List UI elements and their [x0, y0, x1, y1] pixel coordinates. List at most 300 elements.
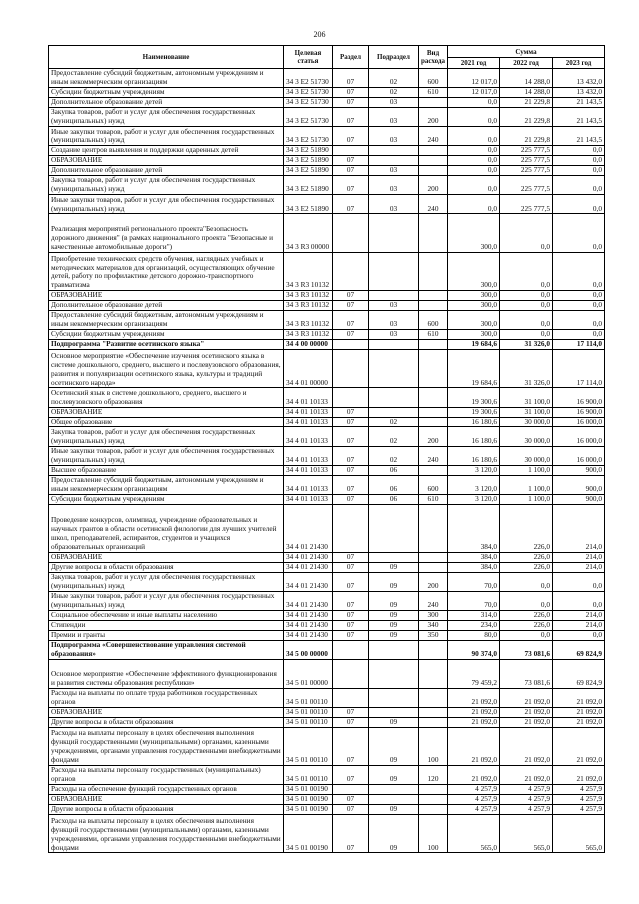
sum-2021-cell: 19 300,6	[448, 407, 500, 417]
target-article-cell: 34 3 R3 10132	[284, 330, 333, 340]
subsection-cell: 02	[369, 446, 419, 465]
target-article-cell: 34 3 E2 51730	[284, 127, 333, 146]
subsection-cell	[369, 504, 419, 552]
table-row	[49, 427, 605, 446]
sum-2022-cell: 226,0	[500, 562, 553, 572]
table-row	[49, 127, 605, 146]
target-article-cell: 34 4 01 21430	[284, 562, 333, 572]
table-row	[49, 504, 605, 552]
table-row	[49, 301, 605, 311]
name-cell: Премии и гранты	[49, 630, 284, 640]
name-cell: Предоставление субсидий бюджетным, автономным учреждениям и иным некоммерческим организациям	[49, 475, 284, 494]
subsection-cell	[369, 146, 419, 156]
sum-2023-cell: 21 092,0	[553, 717, 605, 727]
name-cell: Основное мероприятие «Обеспечение эффективного функционирования и развития системы образования республики»	[49, 659, 284, 688]
expense-type-cell	[419, 388, 448, 407]
subsection-cell: 03	[369, 330, 419, 340]
name-cell: ОБРАЗОВАНИЕ	[49, 552, 284, 562]
expense-type-cell	[419, 640, 448, 659]
name-cell: ОБРАЗОВАНИЕ	[49, 707, 284, 717]
target-article-cell: 34 4 01 10133	[284, 407, 333, 417]
sum-2023-cell: 69 824,9	[553, 659, 605, 688]
name-cell: ОБРАЗОВАНИЕ	[49, 156, 284, 166]
expense-type-cell: 240	[419, 591, 448, 610]
sum-2022-cell: 1 100,0	[500, 465, 553, 475]
target-article-cell: 34 3 E2 51890	[284, 176, 333, 195]
subsection-cell	[369, 407, 419, 417]
table-row	[49, 805, 605, 815]
sum-2022-cell: 30 000,0	[500, 446, 553, 465]
sum-2021-cell: 314,0	[448, 611, 500, 621]
section-cell	[333, 659, 369, 688]
table-row	[49, 766, 605, 785]
target-article-cell: 34 5 01 00190	[284, 795, 333, 805]
name-cell: Иные закупки товаров, работ и услуг для обеспечения государственных (муниципальных) нужд	[49, 127, 284, 146]
expense-type-cell	[419, 465, 448, 475]
sum-2022-cell: 31 326,0	[500, 350, 553, 388]
target-article-cell: 34 3 E2 51890	[284, 146, 333, 156]
sum-2021-cell: 0,0	[448, 195, 500, 214]
subsection-cell	[369, 707, 419, 717]
subsection-cell: 03	[369, 301, 419, 311]
sum-2023-cell: 16 000,0	[553, 427, 605, 446]
target-article-cell: 34 4 01 21430	[284, 611, 333, 621]
subsection-cell: 09	[369, 805, 419, 815]
expense-type-cell: 100	[419, 815, 448, 853]
sum-2023-cell: 17 114,0	[553, 340, 605, 350]
target-article-cell: 34 4 01 10133	[284, 446, 333, 465]
subsection-cell: 03	[369, 108, 419, 127]
sum-2023-cell: 13 432,0	[553, 88, 605, 98]
sum-2023-cell: 0,0	[553, 195, 605, 214]
name-cell: Закупка товаров, работ и услуг для обеспечения государственных (муниципальных) нужд	[49, 108, 284, 127]
table-row	[49, 69, 605, 88]
name-cell: ОБРАЗОВАНИЕ	[49, 795, 284, 805]
sum-2023-cell: 214,0	[553, 562, 605, 572]
page-number: 206	[313, 30, 326, 39]
sum-2023-cell: 900,0	[553, 465, 605, 475]
section-cell: 07	[333, 562, 369, 572]
sum-2022-cell: 14 288,0	[500, 88, 553, 98]
sum-2021-cell: 0,0	[448, 127, 500, 146]
subsection-cell: 09	[369, 717, 419, 727]
header-year-2022: 2022 год	[500, 58, 553, 69]
header-year-2021: 2021 год	[448, 58, 500, 69]
target-article-cell: 34 4 01 10133	[284, 427, 333, 446]
subsection-cell: 09	[369, 766, 419, 785]
target-article-cell: 34 4 01 10133	[284, 465, 333, 475]
sum-2022-cell: 226,0	[500, 504, 553, 552]
subsection-cell: 03	[369, 176, 419, 195]
subsection-cell	[369, 388, 419, 407]
table-row	[49, 311, 605, 330]
sum-2023-cell: 4 257,9	[553, 785, 605, 795]
header-subsection: Подраздел	[369, 46, 419, 69]
section-cell: 07	[333, 166, 369, 176]
sum-2023-cell: 21 092,0	[553, 766, 605, 785]
section-cell: 07	[333, 127, 369, 146]
table-row	[49, 88, 605, 98]
table-row	[49, 611, 605, 621]
subsection-cell	[369, 156, 419, 166]
expense-type-cell: 100	[419, 727, 448, 765]
target-article-cell: 34 5 01 00190	[284, 785, 333, 795]
header-name: Наименование	[49, 46, 284, 69]
section-cell: 07	[333, 311, 369, 330]
sum-2021-cell: 21 092,0	[448, 766, 500, 785]
sum-2022-cell: 73 081,6	[500, 640, 553, 659]
target-article-cell: 34 4 01 21430	[284, 630, 333, 640]
table-row	[49, 795, 605, 805]
section-cell: 07	[333, 475, 369, 494]
table-row	[49, 214, 605, 252]
expense-type-cell	[419, 214, 448, 252]
table-row	[49, 494, 605, 504]
budget-table	[48, 45, 605, 853]
sum-2023-cell: 0,0	[553, 214, 605, 252]
expense-type-cell: 240	[419, 127, 448, 146]
target-article-cell: 34 4 01 21430	[284, 504, 333, 552]
subsection-cell: 03	[369, 195, 419, 214]
table-row	[49, 340, 605, 350]
section-cell: 07	[333, 766, 369, 785]
target-article-cell: 34 3 R3 10132	[284, 291, 333, 301]
expense-type-cell: 120	[419, 766, 448, 785]
expense-type-cell: 600	[419, 475, 448, 494]
sum-2022-cell: 21 092,0	[500, 707, 553, 717]
sum-2022-cell: 21 229,8	[500, 98, 553, 108]
expense-type-cell	[419, 340, 448, 350]
target-article-cell: 34 4 01 00000	[284, 350, 333, 388]
target-article-cell: 34 5 01 00110	[284, 727, 333, 765]
table-row	[49, 552, 605, 562]
name-cell: Закупка товаров, работ и услуг для обеспечения государственных (муниципальных) нужд	[49, 427, 284, 446]
section-cell	[333, 214, 369, 252]
sum-2021-cell: 0,0	[448, 156, 500, 166]
sum-2022-cell: 31 100,0	[500, 407, 553, 417]
table-row	[49, 659, 605, 688]
target-article-cell: 34 5 01 00110	[284, 766, 333, 785]
sum-2021-cell: 21 092,0	[448, 688, 500, 707]
sum-2021-cell: 300,0	[448, 214, 500, 252]
sum-2022-cell: 73 081,6	[500, 659, 553, 688]
sum-2022-cell: 4 257,9	[500, 805, 553, 815]
table-row	[49, 417, 605, 427]
section-cell: 07	[333, 291, 369, 301]
sum-2022-cell: 1 100,0	[500, 494, 553, 504]
section-cell	[333, 252, 369, 290]
section-cell: 07	[333, 417, 369, 427]
sum-2023-cell: 21 092,0	[553, 707, 605, 717]
sum-2021-cell: 21 092,0	[448, 707, 500, 717]
sum-2023-cell: 69 824,9	[553, 640, 605, 659]
header-year-2023: 2023 год	[553, 58, 605, 69]
sum-2022-cell: 21 092,0	[500, 717, 553, 727]
name-cell: Субсидии бюджетным учреждениям	[49, 88, 284, 98]
name-cell: Другие вопросы в области образования	[49, 805, 284, 815]
name-cell: Высшее образование	[49, 465, 284, 475]
sum-2021-cell: 19 300,6	[448, 388, 500, 407]
table-row	[49, 98, 605, 108]
header-target-article: Целевая статья	[284, 46, 333, 69]
name-cell: Закупка товаров, работ и услуг для обеспечения государственных (муниципальных) нужд	[49, 176, 284, 195]
subsection-cell: 02	[369, 417, 419, 427]
target-article-cell: 34 3 E2 51730	[284, 69, 333, 88]
sum-2023-cell: 0,0	[553, 330, 605, 340]
sum-2021-cell: 4 257,9	[448, 805, 500, 815]
table-row	[49, 465, 605, 475]
expense-type-cell: 300	[419, 611, 448, 621]
sum-2021-cell: 384,0	[448, 552, 500, 562]
name-cell: Иные закупки товаров, работ и услуг для обеспечения государственных (муниципальных) нужд	[49, 591, 284, 610]
sum-2022-cell: 0,0	[500, 630, 553, 640]
sum-2023-cell: 16 000,0	[553, 417, 605, 427]
sum-2021-cell: 19 684,6	[448, 350, 500, 388]
table-row	[49, 717, 605, 727]
subsection-cell	[369, 688, 419, 707]
name-cell: Другие вопросы в области образования	[49, 717, 284, 727]
subsection-cell	[369, 350, 419, 388]
sum-2021-cell: 300,0	[448, 252, 500, 290]
expense-type-cell: 610	[419, 494, 448, 504]
expense-type-cell	[419, 98, 448, 108]
sum-2021-cell: 16 180,6	[448, 417, 500, 427]
sum-2023-cell: 214,0	[553, 504, 605, 552]
expense-type-cell	[419, 659, 448, 688]
section-cell: 07	[333, 717, 369, 727]
expense-type-cell	[419, 166, 448, 176]
expense-type-cell: 200	[419, 108, 448, 127]
section-cell: 07	[333, 591, 369, 610]
name-cell: Расходы на выплаты по оплате труда работников государственных органов	[49, 688, 284, 707]
sum-2023-cell: 0,0	[553, 156, 605, 166]
table-row	[49, 620, 605, 630]
expense-type-cell: 200	[419, 176, 448, 195]
table-row	[49, 195, 605, 214]
subsection-cell: 09	[369, 727, 419, 765]
sum-2022-cell: 225 777,5	[500, 156, 553, 166]
expense-type-cell: 200	[419, 572, 448, 591]
sum-2021-cell: 384,0	[448, 504, 500, 552]
table-row	[49, 156, 605, 166]
sum-2022-cell: 0,0	[500, 591, 553, 610]
sum-2022-cell: 21 229,8	[500, 108, 553, 127]
subsection-cell: 09	[369, 620, 419, 630]
sum-2021-cell: 300,0	[448, 311, 500, 330]
sum-2022-cell: 4 257,9	[500, 785, 553, 795]
name-cell: Расходы на выплаты персоналу в целях обеспечения выполнения функций государственными (муниципальными) органами, казенными учреждениями, органами управления государственными внебюджетными фондами	[49, 727, 284, 765]
table-row	[49, 252, 605, 290]
section-cell	[333, 504, 369, 552]
expense-type-cell	[419, 350, 448, 388]
subsection-cell: 09	[369, 562, 419, 572]
name-cell: ОБРАЗОВАНИЕ	[49, 407, 284, 417]
section-cell: 07	[333, 156, 369, 166]
sum-2022-cell: 226,0	[500, 611, 553, 621]
section-cell: 07	[333, 446, 369, 465]
table-row	[49, 707, 605, 717]
section-cell: 07	[333, 176, 369, 195]
table-row	[49, 350, 605, 388]
section-cell	[333, 688, 369, 707]
sum-2022-cell: 225 777,5	[500, 195, 553, 214]
expense-type-cell	[419, 552, 448, 562]
subsection-cell	[369, 214, 419, 252]
expense-type-cell: 610	[419, 330, 448, 340]
sum-2023-cell: 21 143,5	[553, 108, 605, 127]
sum-2023-cell: 0,0	[553, 301, 605, 311]
name-cell: Дополнительное образование детей	[49, 301, 284, 311]
target-article-cell: 34 5 01 00190	[284, 815, 333, 853]
sum-2021-cell: 300,0	[448, 330, 500, 340]
section-cell: 07	[333, 552, 369, 562]
name-cell: Субсидии бюджетным учреждениям	[49, 494, 284, 504]
subsection-cell: 02	[369, 88, 419, 98]
target-article-cell: 34 3 R3 10132	[284, 252, 333, 290]
name-cell: Реализация мероприятий регионального проекта"Безопасность дорожного движения" (в рамках национального проекта "Безопасные и качественные автомобильные дороги")	[49, 214, 284, 252]
sum-2023-cell: 21 143,5	[553, 127, 605, 146]
target-article-cell: 34 3 R3 10132	[284, 301, 333, 311]
sum-2021-cell: 565,0	[448, 815, 500, 853]
target-article-cell: 34 5 01 00110	[284, 707, 333, 717]
section-cell: 07	[333, 620, 369, 630]
sum-2021-cell: 79 459,2	[448, 659, 500, 688]
expense-type-cell	[419, 504, 448, 552]
section-cell: 07	[333, 795, 369, 805]
target-article-cell: 34 3 E2 51890	[284, 156, 333, 166]
sum-2022-cell: 31 326,0	[500, 340, 553, 350]
table-row	[49, 785, 605, 795]
sum-2023-cell: 4 257,9	[553, 795, 605, 805]
sum-2021-cell: 234,0	[448, 620, 500, 630]
sum-2021-cell: 0,0	[448, 146, 500, 156]
sum-2023-cell: 0,0	[553, 630, 605, 640]
subsection-cell	[369, 340, 419, 350]
expense-type-cell: 600	[419, 69, 448, 88]
name-cell: Расходы на выплаты персоналу в целях обеспечения выполнения функций государственными (муниципальными) органами, казенными учреждениями, органами управления государственными внебюджетными фондами	[49, 815, 284, 853]
target-article-cell: 34 5 00 00000	[284, 640, 333, 659]
sum-2023-cell: 21 092,0	[553, 727, 605, 765]
sum-2021-cell: 70,0	[448, 572, 500, 591]
expense-type-cell	[419, 407, 448, 417]
sum-2021-cell: 3 120,0	[448, 475, 500, 494]
sum-2022-cell: 0,0	[500, 572, 553, 591]
target-article-cell: 34 4 01 10133	[284, 475, 333, 494]
name-cell: Дополнительное образование детей	[49, 98, 284, 108]
section-cell: 07	[333, 195, 369, 214]
subsection-cell: 02	[369, 69, 419, 88]
sum-2023-cell: 16 900,0	[553, 407, 605, 417]
subsection-cell	[369, 785, 419, 795]
sum-2022-cell: 225 777,5	[500, 166, 553, 176]
sum-2021-cell: 21 092,0	[448, 727, 500, 765]
sum-2022-cell: 30 000,0	[500, 417, 553, 427]
table-row	[49, 727, 605, 765]
name-cell: Расходы на выплаты персоналу государственных (муниципальных) органов	[49, 766, 284, 785]
sum-2021-cell: 70,0	[448, 591, 500, 610]
name-cell: Расходы на обеспечение функций государственных органов	[49, 785, 284, 795]
name-cell: Стипендии	[49, 620, 284, 630]
sum-2023-cell: 900,0	[553, 475, 605, 494]
subsection-cell	[369, 252, 419, 290]
name-cell: Подпрограмма «Совершенствование управления системой образования»	[49, 640, 284, 659]
expense-type-cell	[419, 805, 448, 815]
expense-type-cell: 240	[419, 446, 448, 465]
name-cell: Осетинский язык в системе дошкольного, среднего, высшего и послевузовского образования	[49, 388, 284, 407]
table-row	[49, 108, 605, 127]
sum-2021-cell: 3 120,0	[448, 494, 500, 504]
sum-2021-cell: 12 017,0	[448, 69, 500, 88]
subsection-cell: 06	[369, 475, 419, 494]
expense-type-cell: 340	[419, 620, 448, 630]
target-article-cell: 34 3 R3 10132	[284, 311, 333, 330]
sum-2022-cell: 1 100,0	[500, 475, 553, 494]
sum-2021-cell: 0,0	[448, 108, 500, 127]
sum-2022-cell: 0,0	[500, 252, 553, 290]
sum-2021-cell: 384,0	[448, 562, 500, 572]
expense-type-cell	[419, 688, 448, 707]
expense-type-cell	[419, 417, 448, 427]
subsection-cell: 02	[369, 427, 419, 446]
table-row	[49, 572, 605, 591]
table-row	[49, 166, 605, 176]
sum-2021-cell: 16 180,6	[448, 446, 500, 465]
target-article-cell: 34 5 01 00110	[284, 717, 333, 727]
table-row	[49, 475, 605, 494]
target-article-cell: 34 4 00 00000	[284, 340, 333, 350]
subsection-cell: 06	[369, 465, 419, 475]
name-cell: Субсидии бюджетным учреждениям	[49, 330, 284, 340]
expense-type-cell	[419, 795, 448, 805]
name-cell: Дополнительное образование детей	[49, 166, 284, 176]
subsection-cell	[369, 640, 419, 659]
table-body	[49, 69, 605, 853]
sum-2021-cell: 4 257,9	[448, 785, 500, 795]
sum-2022-cell: 226,0	[500, 620, 553, 630]
section-cell: 07	[333, 707, 369, 717]
table-row	[49, 291, 605, 301]
name-cell: Подпрограмма "Развитие осетинского языка"	[49, 340, 284, 350]
expense-type-cell	[419, 785, 448, 795]
table-row	[49, 446, 605, 465]
sum-2022-cell: 30 000,0	[500, 427, 553, 446]
target-article-cell: 34 4 01 10133	[284, 494, 333, 504]
sum-2023-cell: 0,0	[553, 591, 605, 610]
header-row	[49, 46, 605, 58]
target-article-cell: 34 3 E2 51730	[284, 108, 333, 127]
table-row	[49, 688, 605, 707]
name-cell: Другие вопросы в области образования	[49, 562, 284, 572]
subsection-cell: 03	[369, 98, 419, 108]
name-cell: Создание центров выявления и поддержки одаренных детей	[49, 146, 284, 156]
expense-type-cell	[419, 252, 448, 290]
target-article-cell: 34 3 E2 51890	[284, 195, 333, 214]
sum-2023-cell: 565,0	[553, 815, 605, 853]
sum-2022-cell: 21 092,0	[500, 766, 553, 785]
expense-type-cell	[419, 146, 448, 156]
sum-2021-cell: 3 120,0	[448, 465, 500, 475]
subsection-cell: 03	[369, 311, 419, 330]
target-article-cell: 34 5 01 00190	[284, 805, 333, 815]
target-article-cell: 34 3 R3 00000	[284, 214, 333, 252]
sum-2022-cell: 21 092,0	[500, 727, 553, 765]
subsection-cell: 09	[369, 572, 419, 591]
sum-2021-cell: 0,0	[448, 98, 500, 108]
expense-type-cell	[419, 301, 448, 311]
target-article-cell: 34 4 01 21430	[284, 620, 333, 630]
table-row	[49, 630, 605, 640]
subsection-cell	[369, 659, 419, 688]
